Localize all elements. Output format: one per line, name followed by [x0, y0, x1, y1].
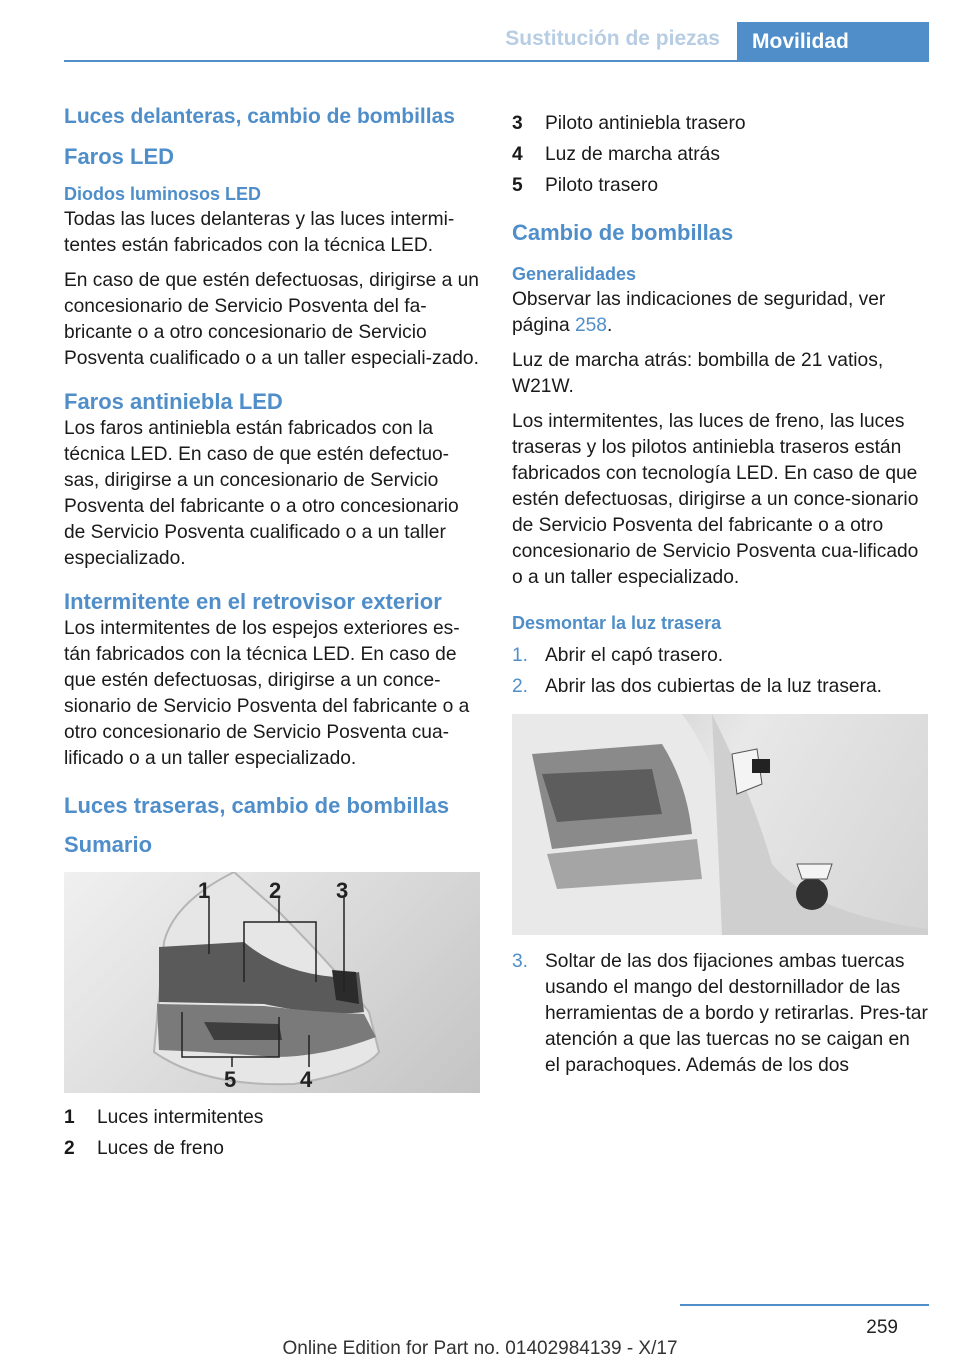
legend-text: Piloto antiniebla trasero — [545, 113, 746, 134]
led-diodes-paragraph-1: Todas las luces delanteras y las luces intermi-tentes están fabricados con la técnica LED. — [64, 209, 455, 256]
page-number: 259 — [866, 1317, 898, 1338]
callout-1: 1 — [198, 878, 211, 903]
rear-light-illustration — [64, 872, 480, 1093]
callout-5: 5 — [224, 1067, 237, 1092]
left-column — [64, 104, 480, 1167]
bulb-change-heading: Cambio de bombillas — [512, 220, 734, 245]
right-column — [512, 111, 928, 1084]
summary-heading: Sumario — [64, 832, 153, 857]
header-chapter-tab: Movilidad — [737, 22, 929, 62]
front-lights-title: Luces delanteras, cambio de bombillas — [64, 105, 455, 128]
step-item — [512, 674, 928, 700]
legend-number: 4 — [512, 144, 523, 165]
step-text: Abrir el capó trasero. — [545, 645, 724, 666]
edition-footer: Online Edition for Part no. 01402984139 - X/17 — [282, 1338, 678, 1359]
general-heading: Generalidades — [512, 264, 637, 284]
legend-number: 2 — [64, 1138, 75, 1159]
legend-item — [512, 111, 928, 137]
fog-lights-heading: Faros antiniebla LED — [64, 389, 283, 414]
legend-item — [64, 1105, 480, 1131]
general-paragraph-1: Observar las indicaciones de seguridad, ver página 258. — [512, 289, 886, 336]
step-number: 3. — [512, 951, 529, 972]
step-number: 2. — [512, 676, 529, 697]
taillight-covers-figure — [512, 714, 928, 935]
legend-item — [512, 173, 928, 199]
led-headlights-heading: Faros LED — [64, 144, 175, 169]
footer-rule — [680, 1304, 929, 1306]
legend-text: Luz de marcha atrás — [545, 144, 720, 165]
rear-light-overview-figure — [64, 872, 480, 1093]
legend-number: 1 — [64, 1107, 75, 1128]
legend-number: 3 — [512, 113, 523, 134]
legend-item — [64, 1136, 480, 1162]
fog-lights-paragraph: Los faros antiniebla están fabricados con la técnica LED. En caso de que estén defectuo-sas, dirigirse a un concesionario de Servicio Posventa del fabricante o a otro concesionario de Servicio Posventa cualificado o a un taller especializado. — [64, 418, 459, 569]
legend-text: Luces de freno — [97, 1138, 224, 1159]
mirror-indicator-heading: Intermitente en el retrovisor exterior — [64, 589, 442, 614]
led-diodes-heading: Diodos luminosos LED — [64, 184, 262, 204]
header-section-title: Sustitución de piezas — [505, 27, 720, 50]
remove-taillight-heading: Desmontar la luz trasera — [512, 613, 722, 633]
legend-text: Luces intermitentes — [97, 1107, 264, 1128]
legend-number: 5 — [512, 175, 523, 196]
general-paragraph-3: Los intermitentes, las luces de freno, las luces traseras y los pilotos antiniebla traseros están fabricados con tecnología LED. En caso de que estén defectuosas, dirigirse a un conce-sionario de Servicio Posventa del fabricante o a otro concesionario de Servicio Posventa cua-lificado o a un taller especializado. — [512, 411, 919, 588]
general-paragraph-2: Luz de marcha atrás: bombilla de 21 vatios, W21W. — [512, 350, 884, 397]
led-diodes-paragraph-2: En caso de que estén defectuosas, dirigirse a un concesionario de Servicio Posventa del fa-bricante o a otro concesionario de Servicio Posventa cualificado o a un taller especiali-zado. — [64, 270, 479, 369]
callout-3: 3 — [336, 878, 349, 903]
taillight-covers-illustration — [512, 714, 928, 935]
step-number: 1. — [512, 645, 529, 666]
mirror-indicator-paragraph: Los intermitentes de los espejos exteriores es-tán fabricados con la técnica LED. En caso de que estén defectuosas, dirigirse a un conce-sionario de Servicio Posventa del fabricante o a otro concesionario de Servicio Posventa cua-lificado o a un taller especializado. — [64, 618, 470, 769]
step-text: Abrir las dos cubiertas de la luz trasera. — [545, 676, 882, 697]
step-item — [512, 949, 928, 1079]
page-reference-link[interactable]: 258 — [574, 315, 607, 336]
legend-item — [512, 142, 928, 168]
callout-2: 2 — [269, 878, 282, 903]
legend-text: Piloto trasero — [545, 175, 659, 196]
rear-lights-title: Luces traseras, cambio de bombillas — [64, 793, 450, 818]
step-text: Soltar de las dos fijaciones ambas tuercas usando el mango del destornillador de las herramientas de a bordo y retirarlas. Pres-tar atención a que las tuercas no se caigan en el parachoques. Además de los dos — [545, 951, 928, 1076]
step-item — [512, 643, 928, 669]
callout-4: 4 — [300, 1067, 313, 1092]
